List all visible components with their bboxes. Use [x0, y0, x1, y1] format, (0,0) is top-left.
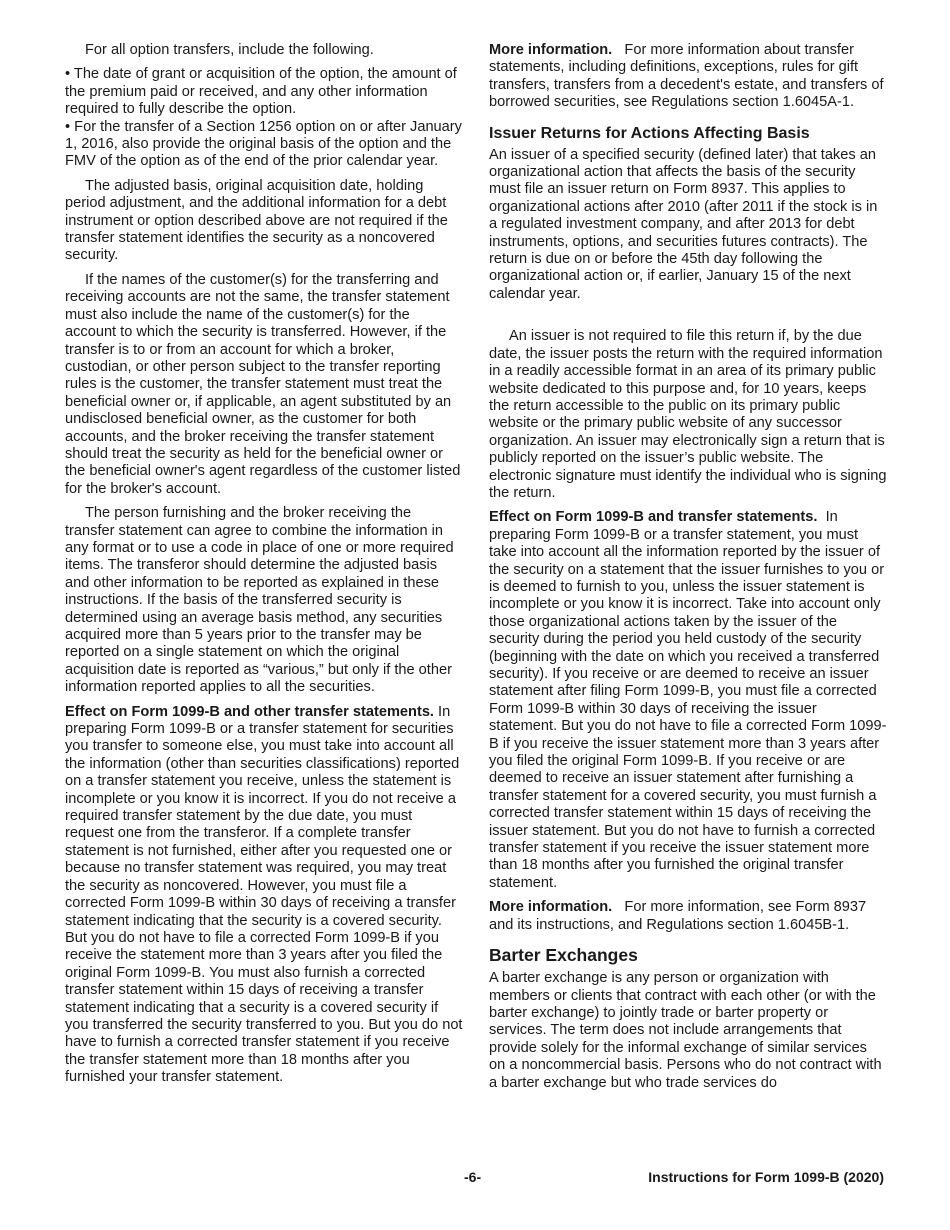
left-column — [65, 42, 463, 1094]
effect-paragraph: Effect on Form 1099-B and other transfer statements. In preparing Form 1099-B or a transfer statement for securities you transfer to someone else, you must take into account all the information (other than securities classifications) reported on a transfer statement you receive, unless the statement is incomplete or you know it is incorrect. If you do not receive a required transfer statement by the due date, you must request one from the transferor. If a complete transfer statement is not furnished, either after you requested one or because no transfer statement was required, you may treat the security as noncovered. However, you must file a corrected Form 1099-B within 30 days of receiving a transfer statement indicating that the security is a covered security. But you do not have to file a corrected Form 1099-B if you receive the statement more than 3 years after you filed the original Form 1099-B. You must also furnish a corrected transfer statement within 15 days of receiving a transfer statement indicating that a security is a covered security if you transferred the security transferred to you. But you do not have to furnish a corrected transfer statement if you receive the transfer statement more than 18 months after you furnished your transfer statement. — [65, 703, 463, 1086]
run-in-heading: Effect on Form 1099-B and transfer statements. — [489, 509, 818, 526]
page-number: -6- — [464, 1169, 482, 1185]
paragraph: A barter exchange is any person or organization with members or clients that contract with each other (or with the barter exchange) to jointly trade or barter property or services. The term does not include arrangements that provide solely for the informal exchange of similar services on a noncommercial basis. Persons who do not contract with a barter exchange but who trade services do — [489, 970, 882, 1091]
more-info-paragraph: More information. For more information about transfer statements, including definitions, exceptions, rules for gift transfers, transfers from a decedent's estate, and transfers of borrowed securities, see Regulations section 1.6045A-1. — [489, 42, 884, 111]
bullet-icon: • — [65, 118, 75, 135]
bullet-icon: • — [65, 66, 74, 83]
bullet-item: • The date of grant or acquisition of the option, the amount of the premium paid or received, and any other information required to fully describe the option. — [65, 66, 457, 118]
run-in-heading: More information. — [489, 42, 613, 58]
run-in-heading: Effect on Form 1099-B and other transfer statements. — [65, 703, 434, 720]
spacer — [489, 310, 887, 328]
section-heading: Barter Exchanges — [489, 945, 638, 966]
bullet-item: • For the transfer of a Section 1256 option on or after January 1, 2016, also provide the original basis of the option and the FMV of the option as of the end of the prior calendar year. — [65, 118, 462, 170]
paragraph: An issuer is not required to file this return if, by the due date, the issuer posts the return with the required information in a readily accessible format in an area of its primary public website dedicated to this purpose and, for 10 years, keeps the return accessible to the public on its primary public website or the primary public website of any successor organization. An issuer may electronically sign a return that is publicly reported on the issuer’s public website. The electronic signature must identify the individual who is signing the return. — [489, 328, 887, 501]
section-heading: Issuer Returns for Actions Affecting Basis — [489, 124, 810, 142]
effect-paragraph: Effect on Form 1099-B and transfer statements. In preparing Form 1099-B or a transfer statement, you must take into account all the information reported by the issuer of the security on a statement that the issuer furnishes to you or is deemed to furnish to you, unless the issuer statement is incomplete or you know it is incorrect. Take into account only those organizational actions taken by the issuer of the security during the period you held custody of the security (beginning with the date on which you received a transferred security). If you receive or are deemed to receive an issuer statement after filing Form 1099-B, you must file a corrected Form 1099-B within 30 days of receiving the issuer statement. But you do not have to file a corrected Form 1099-B if you receive the issuer statement more than 3 years after you filed the original Form 1099-B. If you receive or are deemed to receive an issuer statement after furnishing a transfer statement for a covered security, you must furnish a corrected transfer statement within 15 days of receiving the issuer statement. But you do not have to furnish a corrected transfer statement if you receive the issuer statement more than 18 months after you furnished the original transfer statement. — [489, 509, 887, 891]
paragraph: The adjusted basis, original acquisition date, holding period adjustment, and the additional information for a debt instrument or option described above are not required if the transfer statement identifies the security as a noncovered security. — [65, 177, 448, 264]
paragraph: An issuer of a specified security (defined later) that takes an organizational action that affects the basis of the security must file an issuer return on Form 8937. This applies to organizational actions after 2010 (after 2011 if the stock is in a regulated investment company, and after 2013 for debt instruments, options, and securities futures contracts). The return is due on or before the 45th day following the organizational action or, if earlier, January 15 of the next calendar year. — [489, 146, 878, 302]
option-transfers-intro: For all option transfers, include the following. — [85, 42, 374, 58]
document-title: Instructions for Form 1099-B (2020) — [648, 1169, 884, 1185]
paragraph: The person furnishing and the broker receiving the transfer statement can agree to combine the information in any format or to use a code in place of one or more required items. The transferor should determine the adjusted basis and other information to be reported as explained in these instructions. If the basis of the transferred security is determined using an average basis method, any securities acquired more than 5 years prior to the transfer may be reported on a single statement on which the original acquisition date is reported as “various,” but only if the other information reported applies to all the securities. — [65, 505, 454, 696]
run-in-heading: More information. — [489, 899, 613, 916]
more-info-paragraph: More information. For more information, see Form 8937 and its instructions, and Regulations section 1.6045B-1. — [489, 899, 867, 933]
paragraph: If the names of the customer(s) for the transferring and receiving accounts are not the same, the transfer statement must also include the name of the customer(s) for the account to which the security is transferred. However, if the transfer is to or from an account for which a broker, custodian, or other person subject to the transfer reporting rules is the customer, the transfer statement must treat the beneficial owner or, if applicable, an agent substituted by an undisclosed beneficial owner, as the customer for both accounts, and the broker receiving the transfer statement should treat the security as held for the beneficial owner or the beneficial owner's agent regardless of the customer listed for the broker's account. — [65, 271, 461, 497]
right-column — [489, 42, 887, 1099]
